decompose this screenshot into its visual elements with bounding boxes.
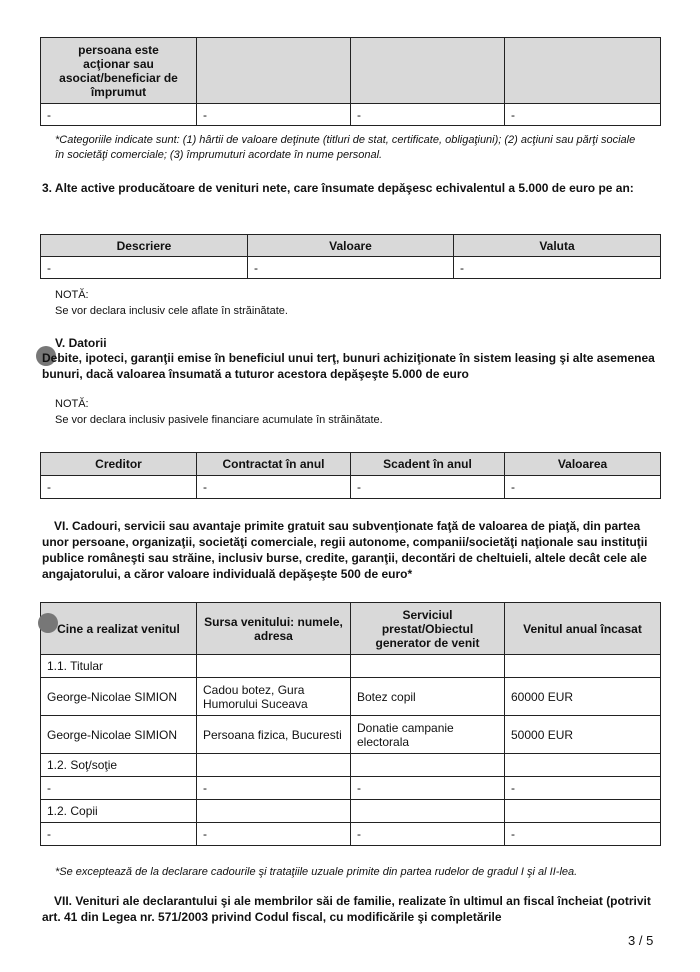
section3-table [40, 234, 661, 279]
table-row: - - - [41, 257, 661, 279]
col-header: Venitul anual încasat [505, 603, 661, 655]
sectionV-title: V. Datorii [55, 336, 107, 350]
col-header: Cine a realizat venitul [41, 603, 197, 655]
col-header: Serviciul prestat/Obiectul generator de venit [351, 603, 505, 655]
table-row: 1.2. Copii [41, 800, 661, 823]
col-header: Valoarea [505, 453, 661, 476]
sectionVII-title: VII. Venituri ale declarantului şi ale membrilor săi de familie, realizate în ultimul an fiscal încheiat (potrivit art. 41 din Legea nr. 571/2003 privind Codul fiscal, cu modificările şi completările [42, 894, 651, 924]
table-row: - - - - [41, 777, 661, 800]
punch-hole-mark [38, 613, 58, 633]
top-table-header-label: persoana este acţionar sau asociat/beneficiar de împrumut [41, 38, 197, 104]
col-header: Descriere [41, 235, 248, 257]
page-number: 3 / 5 [628, 933, 654, 948]
sectionV-table [40, 452, 661, 499]
section3-note-label: NOTĂ: [55, 289, 89, 301]
footnote-categories: *Categoriile indicate sunt: (1) hârtii de valoare deţinute (titluri de stat, certificate, obligaţiuni); (2) acţiuni sau părţi sociale în societăţi comerciale; (3) împrumuturi acordate în nume personal. [55, 134, 636, 161]
table-row: - - - - [41, 823, 661, 846]
col-header: Scadent în anul [351, 453, 505, 476]
section3-note-text: Se vor declara inclusiv cele aflate în străinătate. [55, 305, 288, 317]
table-row: George-Nicolae SIMION Persoana fizica, Bucuresti Donatie campanie electorala 50000 EUR [41, 716, 661, 754]
sectionVI-footnote: *Se exceptează de la declarare cadourile şi trataţiile uzuale primite din partea rudelor de gradul I şi al II-lea. [55, 866, 578, 878]
col-header: Sursa venitului: numele, adresa [197, 603, 351, 655]
top-table [40, 37, 661, 126]
table-row: 1.1. Titular [41, 655, 661, 678]
col-header: Contractat în anul [197, 453, 351, 476]
table-row: 1.2. Soţ/soţie [41, 754, 661, 777]
table-row: George-Nicolae SIMION Cadou botez, Gura Humorului Suceava Botez copil 60000 EUR [41, 678, 661, 716]
col-header: Creditor [41, 453, 197, 476]
col-header: Valoare [248, 235, 454, 257]
sectionVI-title: VI. Cadouri, servicii sau avantaje primite gratuit sau subvenţionate faţă de valoarea de piaţă, din partea unor persoane, organizaţii, societăţi comerciale, regii autonome, companii/societăţi naţionale sau instituţii publice româneşti sau străine, inclusiv burse, credite, garanţii, decontări de cheltuieli, altele decât cele ale angajatorului, a căror valoare individuală depăşeşte 500 de euro* [42, 519, 648, 581]
section3-title: 3. Alte active producătoare de venituri nete, care însumate depăşesc echivalentul a 5.000 de euro pe an: [42, 181, 634, 195]
sectionV-desc: Debite, ipoteci, garanţii emise în beneficiul unui terţ, bunuri achiziţionate în sistem leasing şi alte asemenea bunuri, dacă valoarea însumată a tuturor acestora depăşeşte 5.000 de euro [42, 351, 655, 381]
col-header: Valuta [454, 235, 661, 257]
table-row: - - - - [41, 104, 661, 126]
table-row: - - - - [41, 476, 661, 499]
sectionVI-table [40, 602, 661, 846]
sectionV-note-text: Se vor declara inclusiv pasivele financiare acumulate în străinătate. [55, 414, 383, 426]
sectionV-note-label: NOTĂ: [55, 398, 89, 410]
